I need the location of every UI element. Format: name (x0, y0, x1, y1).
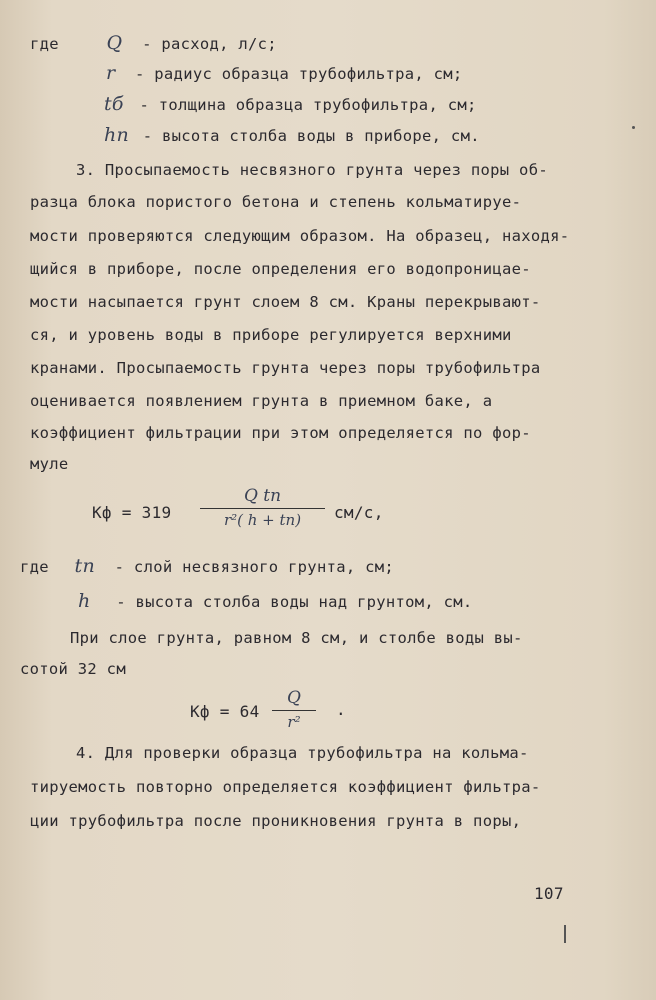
symbol-tb: tб (104, 93, 124, 115)
formula-lhs: Кф = 319 (92, 503, 172, 522)
paragraph-line: тируемость повторно определяется коэффициент фильтра- (30, 778, 541, 796)
formula-unit: см/с, (334, 503, 384, 522)
formula-numerator: Q tп (243, 486, 282, 506)
paragraph-line: муле (30, 455, 69, 473)
def-line: r - радиус образца трубофильтра, см; (106, 62, 463, 84)
paragraph-line: 3. Просыпаемость несвязного грунта через поры об- (76, 161, 548, 179)
formula-lhs: Кф = 64 (190, 702, 260, 721)
formula-tail: . (336, 700, 346, 719)
paragraph-line: мости проверяются следующим образом. На образец, находя- (30, 227, 570, 245)
scan-mark (564, 925, 566, 943)
symbol-tp: tп (74, 555, 96, 577)
symbol-q: Q (106, 32, 123, 54)
margin-mark (632, 126, 635, 129)
def-line: где Q - расход, л/с; (30, 32, 277, 54)
def-line: где tп - слой несвязного грунта, см; (20, 555, 394, 577)
symbol-hp: hп (104, 124, 130, 146)
paragraph-line: кранами. Просыпаемость грунта через поры трубофильтра (30, 359, 541, 377)
paragraph-line: оценивается появлением грунта в приемном баке, а (30, 392, 493, 410)
def-line: tб - толщина образца трубофильтра, см; (104, 93, 477, 115)
paragraph-line: мости насыпается грунт слоем 8 см. Краны перекрывают- (30, 293, 541, 311)
paragraph-line: 4. Для проверки образца трубофильтра на кольма- (76, 744, 529, 762)
paragraph-line: При слое грунта, равном 8 см, и столбе воды вы- (70, 629, 523, 647)
def-line: hп - высота столба воды в приборе, см. (104, 124, 480, 146)
formula-fraction (200, 486, 325, 529)
formula-numerator: Q (287, 688, 301, 708)
symbol-r: r (106, 62, 116, 84)
symbol-h: h (78, 590, 91, 612)
fraction-bar (272, 710, 316, 711)
paragraph-line: коэффициент фильтрации при этом определяется по фор- (30, 424, 531, 442)
paragraph-line: щийся в приборе, после определения его водопроницае- (30, 260, 531, 278)
def-line: h - высота столба воды над грунтом, см. (78, 590, 473, 612)
formula-denominator: r² (287, 713, 301, 731)
fraction-bar (200, 508, 325, 509)
paragraph-line: разца блока пористого бетона и степень кольматируе- (30, 193, 522, 211)
paragraph-line: ся, и уровень воды в приборе регулируется верхними (30, 326, 512, 344)
paragraph-line: сотой 32 см (20, 660, 126, 678)
page-number: 107 (534, 884, 564, 903)
paragraph-line: ции трубофильтра после проникновения грунта в поры, (30, 812, 522, 830)
formula-denominator: r²( h + tп) (223, 511, 302, 529)
formula-fraction (272, 688, 316, 731)
